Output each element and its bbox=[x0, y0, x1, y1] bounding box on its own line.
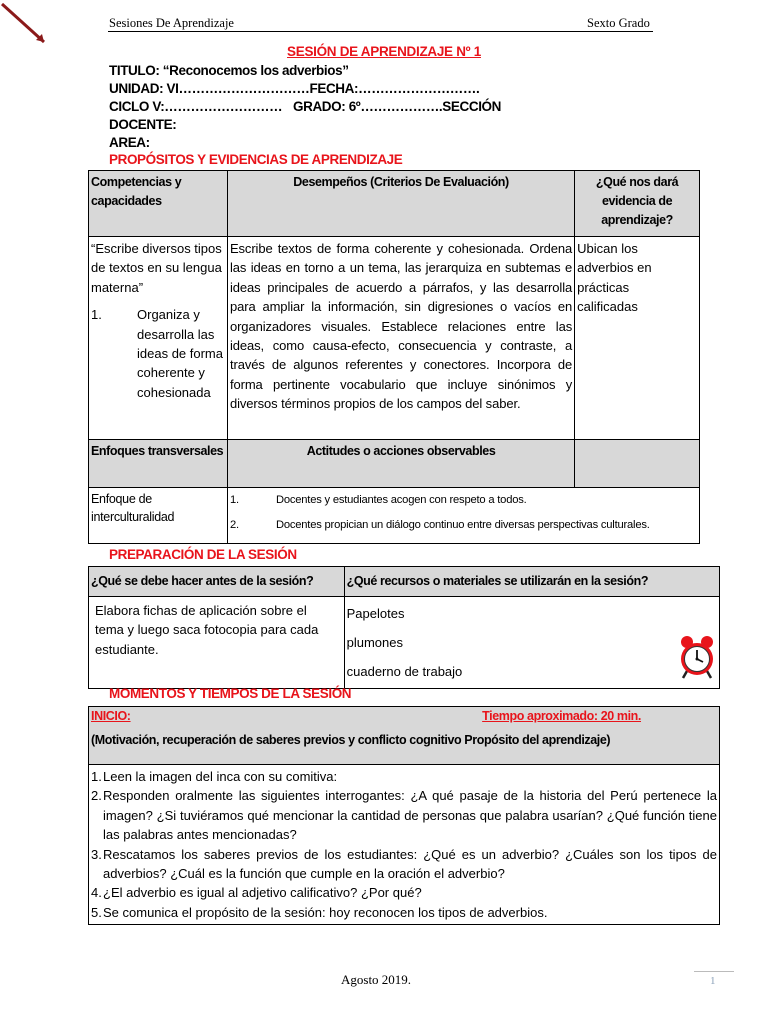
recurso-item: Papelotes bbox=[346, 606, 405, 621]
step-text: ¿El adverbio es igual al adjetivo calificativo? ¿Por qué? bbox=[103, 885, 422, 901]
header-enfoques: Enfoques transversales bbox=[89, 440, 228, 488]
header-left: Sesiones De Aprendizaje bbox=[109, 16, 234, 30]
page-number: 1 bbox=[710, 975, 716, 987]
tiempo-label: Tiempo aproximado: 20 min. bbox=[482, 709, 641, 723]
footer-date: Agosto 2019. bbox=[341, 972, 412, 987]
actitud-num: 1. bbox=[229, 494, 239, 506]
propositos-title: PROPÓSITOS Y EVIDENCIAS DE APRENDIZAJE bbox=[109, 152, 403, 167]
meta-docente: DOCENTE: bbox=[109, 117, 177, 132]
inicio-steps bbox=[89, 765, 720, 925]
step-text: Se comunica el propósito de la sesión: hoy reconocen los tipos de adverbios. bbox=[103, 904, 548, 920]
actitudes-cell bbox=[227, 488, 699, 544]
antes-text: Elabora fichas de aplicación sobre el tema y luego saca fotocopia para cada estudiante. bbox=[89, 597, 345, 689]
step-text: Leen la imagen del inca con su comitiva: bbox=[103, 769, 338, 784]
alarm-clock-icon bbox=[679, 635, 715, 679]
meta-ciclo: CICLO V:……………………… bbox=[109, 99, 283, 114]
page-number-rule bbox=[694, 971, 734, 972]
header-empty bbox=[575, 440, 700, 488]
corner-arrow-icon bbox=[0, 0, 60, 50]
recurso-item: plumones bbox=[346, 635, 403, 650]
capacidad-text: Organiza y desarrolla las ideas de forma coherente y cohesionada bbox=[137, 307, 223, 400]
actitud-text: Docentes propician un diálogo continuo entre diversas perspectivas culturales. bbox=[275, 519, 650, 531]
evidencia-text: Ubican los adverbios en prácticas calificadas bbox=[575, 237, 700, 440]
enfoque-text: Enfoque de interculturalidad bbox=[89, 488, 228, 544]
momentos-table bbox=[88, 706, 720, 925]
header-evidencia: ¿Qué nos dará evidencia de aprendizaje? bbox=[575, 171, 700, 237]
meta-titulo: TITULO: “Reconocemos los adverbios” bbox=[109, 63, 349, 78]
step-item bbox=[91, 903, 717, 922]
step-num: 2. bbox=[91, 788, 102, 804]
actitud-num: 2. bbox=[229, 519, 239, 531]
header-competencias: Competencias y capacidades bbox=[89, 171, 228, 237]
meta-grado: GRADO: 6º……………….SECCIÓN bbox=[293, 99, 501, 114]
header-antes: ¿Qué se debe hacer antes de la sesión? bbox=[89, 567, 345, 597]
momentos-title: MOMENTOS Y TIEMPOS DE LA SESIÓN bbox=[109, 686, 352, 701]
step-item bbox=[91, 786, 717, 844]
header-actitudes: Actitudes o acciones observables bbox=[227, 440, 574, 488]
preparacion-title: PREPARACIÓN DE LA SESIÓN bbox=[109, 547, 297, 562]
actitud-item bbox=[230, 513, 697, 538]
header-rule bbox=[108, 31, 653, 32]
inicio-header bbox=[89, 707, 720, 765]
competencias-table bbox=[88, 170, 700, 544]
actitud-item bbox=[230, 488, 697, 513]
step-text: Rescatamos los saberes previos de los estudiantes: ¿Qué es un adverbio? ¿Cuáles son los tipos de adverbios? ¿Cuál es la función que cumple en la oración el adverbio? bbox=[103, 846, 717, 882]
header-right: Sexto Grado bbox=[587, 16, 650, 30]
capacidad-item bbox=[91, 305, 225, 402]
recursos-cell bbox=[344, 597, 719, 689]
header-recursos: ¿Qué recursos o materiales se utilizarán en la sesión? bbox=[344, 567, 719, 597]
competencia-text: “Escribe diversos tipos de textos en su lengua materna” bbox=[91, 241, 222, 295]
step-num: 3. bbox=[91, 846, 102, 862]
meta-unidad: UNIDAD: VI…………………………FECHA:………………………. bbox=[109, 81, 480, 96]
step-item bbox=[91, 845, 717, 884]
step-num: 4. bbox=[91, 885, 102, 901]
inicio-label: INICIO: bbox=[91, 709, 131, 723]
desempeno-text: Escribe textos de forma coherente y cohesionada. Ordena las ideas en torno a un tema, las jerarquiza en subtemas e ideas principales de acuerdo a párrafos, y las desarrolla para ampliar la información, sin digresiones o vacíos en organizadores visuales. Establece relaciones entre las ideas, como causa-efecto, consecuencia y contraste, a través de algunos referentes y conectores. Incorpora de forma pertinente vocabulario que incluye sinónimos y diversos términos propios de los campos del saber. bbox=[227, 237, 574, 440]
header-desempenos: Desempeños (Criterios De Evaluación) bbox=[227, 171, 574, 237]
actitud-text: Docentes y estudiantes acogen con respeto a todos. bbox=[275, 494, 527, 506]
step-item bbox=[91, 883, 717, 902]
step-num: 1. bbox=[91, 769, 102, 784]
step-num: 5. bbox=[91, 904, 102, 920]
preparacion-table bbox=[88, 566, 720, 689]
step-item bbox=[91, 767, 717, 786]
step-text: Responden oralmente las siguientes interrogantes: ¿A qué pasaje de la historia del Perú pertenece la imagen? ¿Si tuviéramos qué mencionar la cantidad de personas que palabra usarían? ¿Qué función tiene las palabras antes mencionadas? bbox=[103, 788, 717, 843]
session-title: SESIÓN DE APRENDIZAJE Nº 1 bbox=[287, 44, 481, 59]
competencia-cell bbox=[89, 237, 228, 440]
meta-area: AREA: bbox=[109, 135, 150, 150]
recurso-item: cuaderno de trabajo bbox=[346, 664, 463, 679]
capacidad-num: 1. bbox=[91, 307, 102, 323]
inicio-subtitle: (Motivación, recuperación de saberes previos y conflicto cognitivo Propósito del aprendizaje) bbox=[91, 733, 611, 747]
